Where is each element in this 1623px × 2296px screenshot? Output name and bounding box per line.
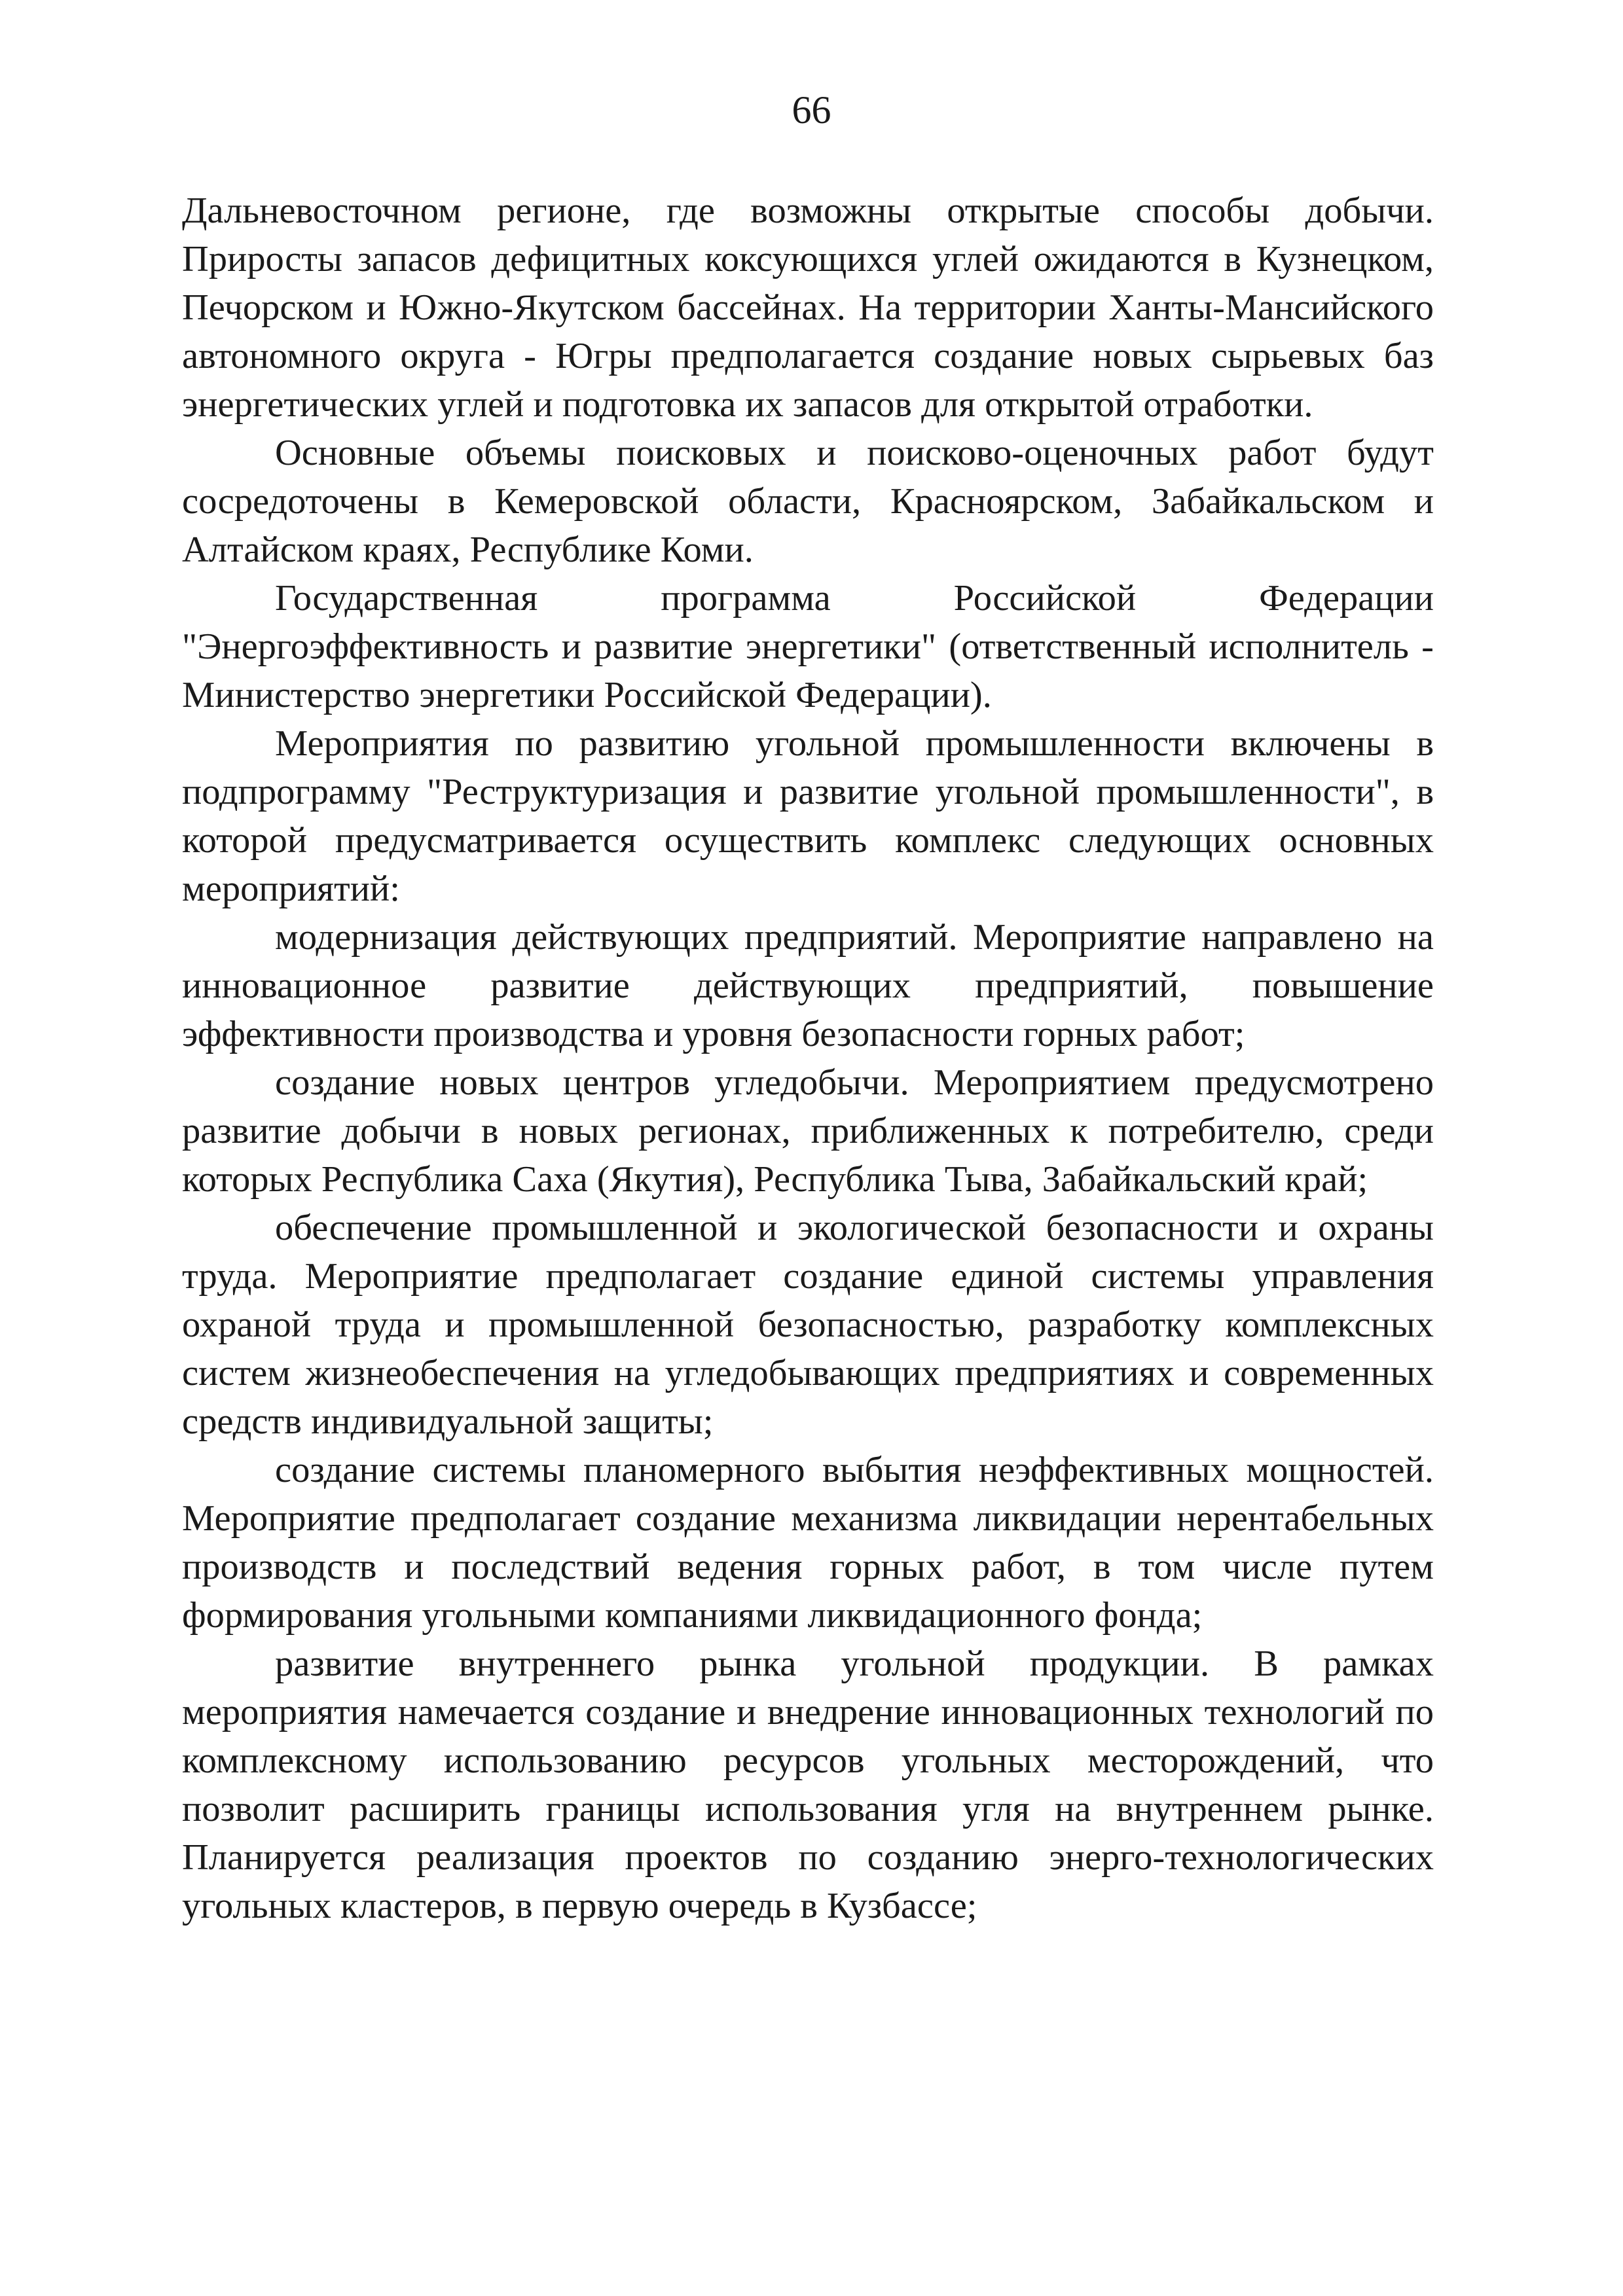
list-item-capacity-retirement: создание системы планомерного выбытия неэффективных мощностей. Мероприятие предполагает создание механизма ликвидации нерентабельных производств и последствий ведения горных работ, в том числе путем формирования угольными компаниями ликвидационного фонда; bbox=[182, 1450, 1434, 1636]
paragraph-subprogram: Мероприятия по развитию угольной промышленности включены в подпрограмму "Реструктуризация и развитие угольной промышленности", в которой предусматривается осуществить комплекс следующих основных мероприятий: bbox=[182, 723, 1434, 909]
list-item-safety: обеспечение промышленной и экологической безопасности и охраны труда. Мероприятие предполагает создание единой системы управления охраной труда и промышленной безопасностью, разработку комплексных систем жизнеобеспечения на угледобывающих предприятиях и современных средств индивидуальной защиты; bbox=[182, 1208, 1434, 1442]
document-body bbox=[182, 187, 1434, 1930]
paragraph-continuation: Дальневосточном регионе, где возможны открытые способы добычи. Приросты запасов дефицитных коксующихся углей ожидаются в Кузнецком, Печорском и Южно-Якутском бассейнах. На территории Ханты-Мансийского автономного округа - Югры предполагается создание новых сырьевых баз энергетических углей и подготовка их запасов для открытой отработки. bbox=[182, 190, 1434, 425]
list-item-modernization: модернизация действующих предприятий. Мероприятие направлено на инновационное развитие действующих предприятий, повышение эффективности производства и уровня безопасности горных работ; bbox=[182, 917, 1434, 1054]
paragraph-exploration-regions: Основные объемы поисковых и поисково-оценочных работ будут сосредоточены в Кемеровской области, Красноярском, Забайкальском и Алтайском краях, Республике Коми. bbox=[182, 433, 1434, 570]
paragraph-state-program: Государственная программа Российской Федерации "Энергоэффективность и развитие энергетики" (ответственный исполнитель - Министерство энергетики Российской Федерации). bbox=[182, 578, 1434, 715]
page-number: 66 bbox=[792, 88, 831, 132]
list-item-domestic-market: развитие внутреннего рынка угольной продукции. В рамках мероприятия намечается создание и внедрение инновационных технологий по комплексному использованию ресурсов угольных месторождений, что позволит расширить границы использования угля на внутреннем рынке. Планируется реализация проектов по созданию энерго-технологических угольных кластеров, в первую очередь в Кузбассе; bbox=[182, 1643, 1434, 1926]
list-item-new-centers: создание новых центров угледобычи. Мероприятием предусмотрено развитие добычи в новых регионах, приближенных к потребителю, среди которых Республика Саха (Якутия), Республика Тыва, Забайкальский край; bbox=[182, 1062, 1434, 1200]
